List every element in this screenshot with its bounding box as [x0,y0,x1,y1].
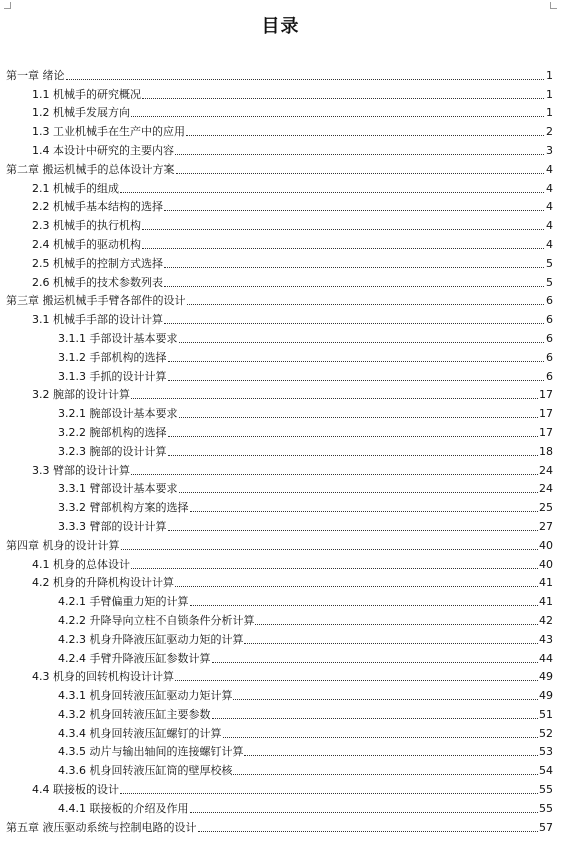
toc-entry-level-1[interactable] [0,64,561,83]
toc-entry-page-number: 40 [539,557,553,571]
toc-entry-title: 1.1 机械手的研究概况 [32,87,141,101]
toc-entry-title: 3.2.2 腕部机构的选择 [58,425,167,439]
page-corner-mark-left [4,2,11,9]
dot-leader [244,755,538,756]
dot-leader [212,718,539,719]
toc-entry-page-number: 42 [539,613,553,627]
toc-entry-level-2[interactable] [0,252,561,271]
toc-entry-page-number: 27 [539,519,553,533]
dot-leader [142,248,544,249]
toc-entry-level-2[interactable] [0,666,561,685]
toc-entry-title: 3.1 机械手手部的设计计算 [32,313,163,327]
toc-entry-level-3[interactable] [0,402,561,421]
dot-leader [255,624,538,625]
toc-entry-level-3[interactable] [0,741,561,760]
toc-entry-level-3[interactable] [0,421,561,440]
toc-entry-page-number: 51 [539,707,553,721]
toc-entry-level-2[interactable] [0,271,561,290]
toc-entry-title: 第五章 液压驱动系统与控制电路的设计 [6,820,197,834]
toc-entry-page-number: 5 [546,275,553,289]
toc-entry-title: 3.3.1 臂部设计基本要求 [58,482,178,496]
toc-entry-title: 2.5 机械手的控制方式选择 [32,256,163,270]
toc-entry-title: 3.1.3 手抓的设计计算 [58,369,167,383]
toc-entry-title: 1.4 本设计中研究的主要内容 [32,143,174,157]
toc-entry-page-number: 2 [546,125,553,139]
dot-leader [233,774,538,775]
table-of-contents [0,64,561,835]
toc-entry-page-number: 52 [539,726,553,740]
dot-leader [164,286,544,287]
toc-entry-page-number: 4 [546,181,553,195]
toc-entry-page-number: 5 [546,256,553,270]
toc-entry-level-1[interactable] [0,158,561,177]
dot-leader [120,793,538,794]
toc-entry-title: 4.3.4 机身回转液压缸螺钉的计算 [58,726,222,740]
dot-leader [190,605,539,606]
toc-entry-level-3[interactable] [0,628,561,647]
toc-entry-page-number: 55 [539,783,553,797]
dot-leader [121,549,539,550]
toc-entry-title: 4.3 机身的回转机构设计计算 [32,670,174,684]
toc-entry-page-number: 4 [546,219,553,233]
toc-entry-title: 4.2.1 手臂偏重力矩的计算 [58,595,189,609]
dot-leader [190,511,539,512]
toc-entry-title: 第二章 搬运机械手的总体设计方案 [6,162,175,176]
dot-leader [120,192,544,193]
toc-entry-level-2[interactable] [0,384,561,403]
dot-leader [187,304,545,305]
toc-entry-page-number: 3 [546,143,553,157]
toc-entry-title: 4.4 联接板的设计 [32,783,119,797]
dot-leader [131,398,538,399]
toc-entry-level-2[interactable] [0,308,561,327]
toc-entry-title: 3.3 臂部的设计计算 [32,463,130,477]
toc-entry-title: 3.2 腕部的设计计算 [32,388,130,402]
dot-leader [190,812,539,813]
toc-entry-page-number: 6 [546,350,553,364]
dot-leader [164,323,544,324]
toc-entry-page-number: 24 [539,463,553,477]
toc-entry-page-number: 1 [546,68,553,82]
toc-entry-page-number: 17 [539,425,553,439]
dot-leader [131,568,538,569]
toc-entry-title: 4.3.5 动片与输出轴间的连接螺钉计算 [58,745,244,759]
page-corner-mark-right [550,2,557,9]
toc-entry-level-2[interactable] [0,233,561,252]
toc-entry-page-number: 6 [546,369,553,383]
toc-entry-level-3[interactable] [0,327,561,346]
toc-entry-title: 3.1.2 手部机构的选择 [58,350,167,364]
toc-entry-page-number: 6 [546,294,553,308]
toc-entry-page-number: 41 [539,595,553,609]
page-title: 目录 [261,16,300,37]
toc-entry-title: 2.1 机械手的组成 [32,181,119,195]
dot-leader [175,680,538,681]
toc-entry-page-number: 4 [546,237,553,251]
toc-entry-level-1[interactable] [0,290,561,309]
dot-leader [186,135,544,136]
toc-entry-level-3[interactable] [0,759,561,778]
dot-leader [179,342,545,343]
dot-leader [179,492,539,493]
toc-entry-page-number: 1 [546,87,553,101]
dot-leader [223,737,539,738]
toc-entry-level-3[interactable] [0,609,561,628]
toc-entry-title: 3.3.3 臂部的设计计算 [58,519,167,533]
toc-entry-title: 4.2.4 手臂升降液压缸参数计算 [58,651,211,665]
dot-leader [212,662,539,663]
toc-entry-page-number: 41 [539,576,553,590]
toc-entry-title: 4.3.2 机身回转液压缸主要参数 [58,707,211,721]
toc-entry-level-2[interactable] [0,196,561,215]
toc-entry-title: 2.3 机械手的执行机构 [32,219,141,233]
toc-entry-page-number: 24 [539,482,553,496]
toc-entry-page-number: 17 [539,388,553,402]
dot-leader [164,267,544,268]
toc-entry-level-3[interactable] [0,346,561,365]
toc-entry-level-3[interactable] [0,496,561,515]
toc-entry-page-number: 43 [539,632,553,646]
dot-leader [168,530,539,531]
toc-entry-level-3[interactable] [0,515,561,534]
dot-leader [131,474,538,475]
toc-entry-level-2[interactable] [0,572,561,591]
toc-entry-level-3[interactable] [0,722,561,741]
toc-entry-level-2[interactable] [0,553,561,572]
toc-entry-page-number: 49 [539,670,553,684]
dot-leader [233,699,538,700]
toc-entry-level-2[interactable] [0,83,561,102]
toc-entry-level-2[interactable] [0,177,561,196]
toc-entry-level-3[interactable] [0,647,561,666]
toc-entry-title: 2.4 机械手的驱动机构 [32,237,141,251]
toc-entry-page-number: 18 [539,444,553,458]
dot-leader [168,436,539,437]
toc-entry-page-number: 4 [546,200,553,214]
toc-entry-level-3[interactable] [0,590,561,609]
toc-entry-title: 4.2.2 升降导向立柱不自锁条件分析计算 [58,613,255,627]
toc-entry-level-3[interactable] [0,365,561,384]
dot-leader [168,455,539,456]
dot-leader [244,643,538,644]
toc-entry-level-2[interactable] [0,778,561,797]
toc-entry-level-2[interactable] [0,459,561,478]
toc-entry-level-2[interactable] [0,102,561,121]
toc-entry-page-number: 25 [539,501,553,515]
toc-entry-level-1[interactable] [0,534,561,553]
toc-entry-page-number: 6 [546,313,553,327]
toc-entry-title: 4.3.6 机身回转液压缸筒的壁厚校核 [58,764,233,778]
toc-entry-title: 4.2 机身的升降机构设计计算 [32,576,174,590]
dot-leader [176,173,545,174]
dot-leader [142,229,544,230]
toc-entry-level-1[interactable] [0,816,561,835]
toc-entry-title: 3.1.1 手部设计基本要求 [58,331,178,345]
dot-leader [168,380,545,381]
toc-entry-page-number: 55 [539,801,553,815]
toc-entry-title: 2.6 机械手的技术参数列表 [32,275,163,289]
toc-entry-level-2[interactable] [0,120,561,139]
dot-leader [198,831,539,832]
toc-entry-title: 第四章 机身的设计计算 [6,538,120,552]
toc-entry-level-3[interactable] [0,478,561,497]
dot-leader [175,586,538,587]
dot-leader [175,154,544,155]
toc-entry-title: 第一章 绪论 [6,68,65,82]
toc-entry-level-3[interactable] [0,684,561,703]
toc-entry-level-3[interactable] [0,797,561,816]
dot-leader [164,210,544,211]
toc-entry-level-2[interactable] [0,139,561,158]
toc-entry-page-number: 54 [539,764,553,778]
dot-leader [168,361,545,362]
toc-entry-title: 2.2 机械手基本结构的选择 [32,200,163,214]
toc-entry-page-number: 44 [539,651,553,665]
toc-entry-title: 4.1 机身的总体设计 [32,557,130,571]
toc-entry-title: 4.2.3 机身升降液压缸驱动力矩的计算 [58,632,244,646]
toc-entry-page-number: 40 [539,538,553,552]
toc-entry-page-number: 6 [546,331,553,345]
toc-entry-level-3[interactable] [0,440,561,459]
dot-leader [131,116,544,117]
toc-entry-title: 1.2 机械手发展方向 [32,106,130,120]
toc-entry-page-number: 4 [546,162,553,176]
toc-entry-title: 4.4.1 联接板的介绍及作用 [58,801,189,815]
dot-leader [66,79,545,80]
toc-entry-title: 3.2.1 腕部设计基本要求 [58,407,178,421]
dot-leader [179,417,539,418]
toc-entry-title: 3.2.3 腕部的设计计算 [58,444,167,458]
dot-leader [142,98,544,99]
toc-entry-title: 1.3 工业机械手在生产中的应用 [32,125,185,139]
toc-entry-page-number: 53 [539,745,553,759]
toc-entry-page-number: 49 [539,689,553,703]
toc-entry-title: 第三章 搬运机械手手臂各部件的设计 [6,294,186,308]
toc-entry-page-number: 57 [539,820,553,834]
toc-entry-page-number: 1 [546,106,553,120]
toc-entry-level-3[interactable] [0,703,561,722]
toc-entry-level-2[interactable] [0,214,561,233]
toc-entry-title: 3.3.2 臂部机构方案的选择 [58,501,189,515]
toc-entry-page-number: 17 [539,407,553,421]
toc-entry-title: 4.3.1 机身回转液压缸驱动力矩计算 [58,689,233,703]
